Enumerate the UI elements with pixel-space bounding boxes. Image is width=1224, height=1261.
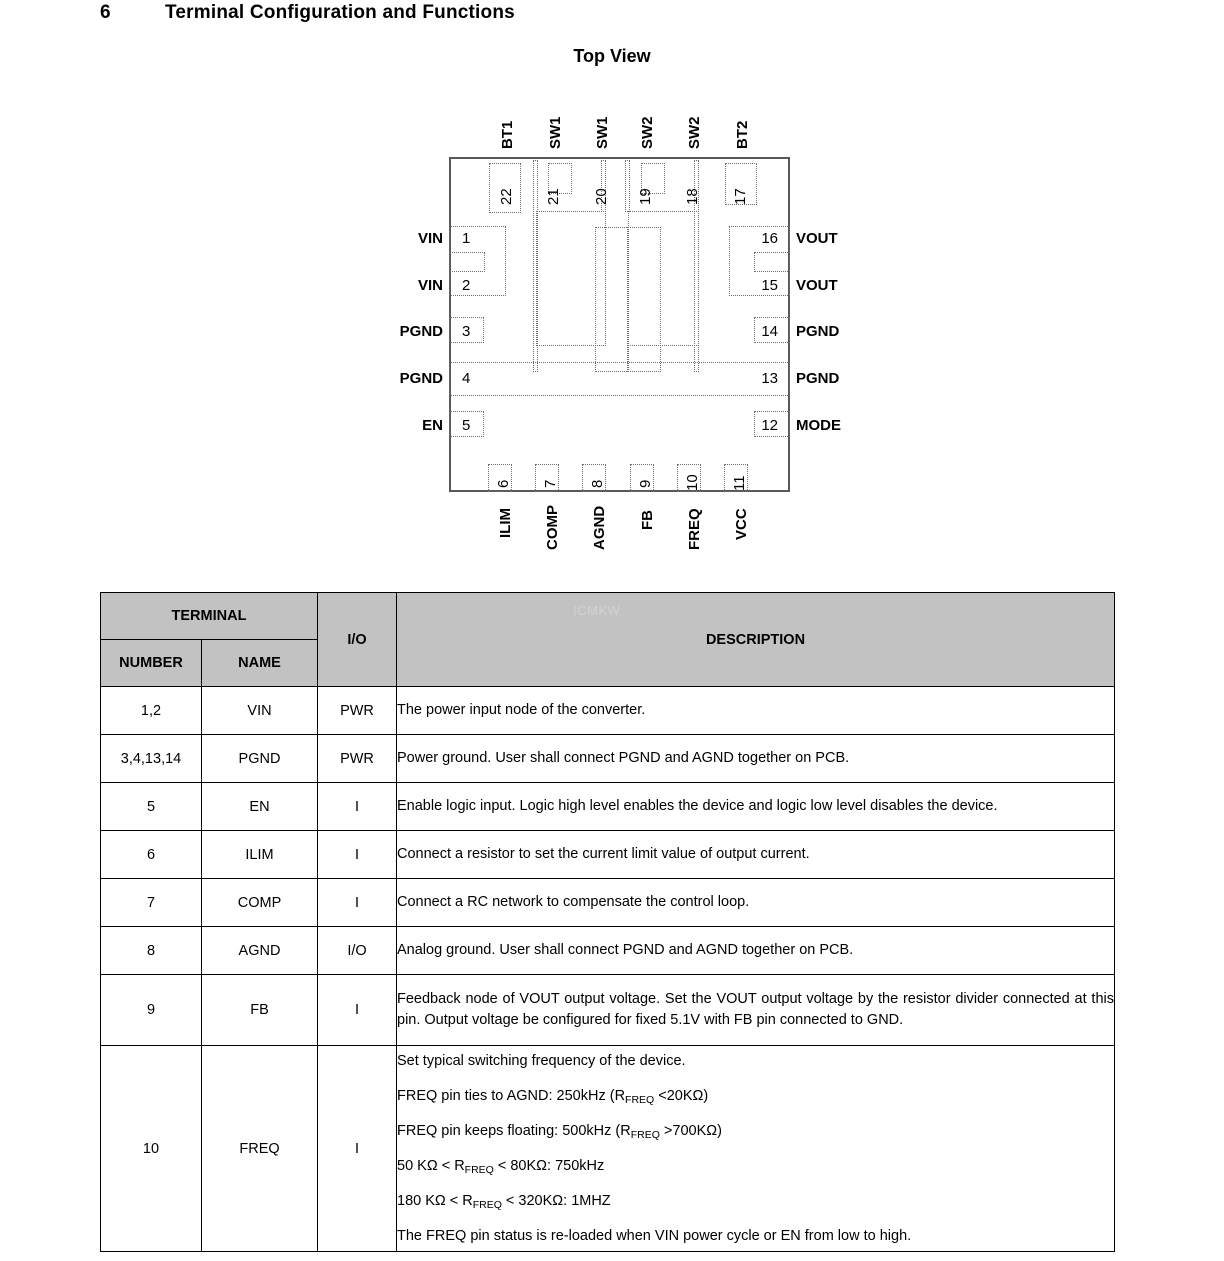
pin-label-agnd: AGND [591,505,608,550]
freq-line-pre: FREQ pin ties to AGND: 250kHz (R [397,1087,626,1104]
freq-line [397,1227,1114,1245]
cell-name: ILIM [202,831,318,879]
pin-label-vcc: VCC [733,508,750,540]
pin-label-vin-1: VIN [417,230,443,247]
cell-name: FB [202,975,318,1046]
top-view-title: Top View [573,46,651,66]
cell-description: Feedback node of VOUT output voltage. Set the VOUT output voltage by the resistor divider connected at this pin. Output voltage be configured for fixed 5.1V with FB pin connected to GND. [397,975,1115,1046]
freq-line-sub: FREQ [464,1164,494,1176]
pin-number-1: 1 [462,230,471,247]
cell-io: I [318,783,397,831]
table-row [101,927,1115,975]
watermark-text: ICMKW [573,603,621,618]
table-body [101,687,1115,1252]
cell-number: 3,4,13,14 [101,735,202,783]
terminal-functions-table [100,592,1115,1252]
pin-label-bt2: BT2 [734,120,751,149]
pin-label-vin-2: VIN [417,277,443,294]
cell-number: 6 [101,831,202,879]
pin-label-ilim: ILIM [497,508,514,538]
cell-number: 9 [101,975,202,1046]
pin-label-comp: COMP [544,505,561,550]
pin-number-9: 9 [637,479,654,488]
cell-name: EN [202,783,318,831]
freq-line [397,1122,1114,1140]
freq-line-pre: FREQ pin keeps floating: 500kHz (R [397,1122,631,1139]
freq-line [397,1192,1114,1210]
freq-line-post: < 320KΩ: 1MHZ [501,1193,611,1210]
freq-line-pre: 50 KΩ < R [397,1158,465,1174]
pin-label-en: EN [422,417,443,434]
pin-number-10: 10 [684,474,701,491]
freq-line-post: >700KΩ) [659,1122,722,1139]
freq-line-sub: FREQ [630,1128,660,1141]
pin-number-21: 21 [545,188,562,205]
pin-number-6: 6 [495,479,512,488]
cell-io: I [318,1046,397,1252]
pad-sw2-leg [627,227,661,372]
cell-description: Analog ground. User shall connect PGND and AGND together on PCB. [397,927,1115,975]
cell-name: FREQ [202,1046,318,1252]
cell-io: PWR [318,687,397,735]
table-row [101,1046,1115,1252]
pin-label-freq: FREQ [686,508,703,550]
cell-name: VIN [202,687,318,735]
pin-number-19: 19 [637,188,654,205]
pin-label-fb: FB [639,510,656,530]
freq-line-sub: FREQ [472,1199,502,1212]
table-row [101,783,1115,831]
section-number: 6 [100,2,111,23]
header-terminal: TERMINAL [101,593,318,640]
pin-number-13: 13 [761,370,778,387]
cell-description: Connect a resistor to set the current limit value of output current. [397,831,1115,879]
freq-line-pre: The FREQ pin status is re-loaded when VIN power cycle or EN from low to high. [397,1228,912,1245]
pin-label-sw1-a: SW1 [547,116,564,149]
pin-number-15: 15 [761,277,778,294]
freq-line-pre: Set typical switching frequency of the device. [397,1052,686,1069]
table-row [101,687,1115,735]
pin-label-sw2-b: SW2 [686,116,703,149]
table-header-row-1 [101,593,1115,640]
pin-number-11: 11 [731,475,748,491]
cell-description: Power ground. User shall connect PGND and AGND together on PCB. [397,735,1115,783]
pin-number-12: 12 [761,417,778,434]
pin-number-3: 3 [462,323,471,340]
table-row [101,975,1115,1046]
pin-number-4: 4 [462,370,471,387]
pin-number-7: 7 [542,479,559,488]
freq-line-post: <20KΩ) [654,1087,709,1104]
pin-label-sw1-b: SW1 [594,116,611,149]
cell-number: 7 [101,879,202,927]
cell-name: AGND [202,927,318,975]
freq-line-sub: FREQ [625,1093,655,1106]
pad-vin-notch [449,252,485,272]
cell-description [397,1046,1115,1252]
pad-sw1-leg [595,227,629,372]
pin-label-pgnd-4: PGND [399,370,443,387]
table-header [101,593,1115,687]
pin-number-22: 22 [498,188,515,205]
header-description [397,593,1115,687]
header-description-label: DESCRIPTION [705,631,806,648]
cell-number: 1,2 [101,687,202,735]
cell-number: 8 [101,927,202,975]
cell-name: COMP [202,879,318,927]
pin-label-vout-15: VOUT [796,277,838,294]
header-number: NUMBER [101,640,202,687]
pin-number-20: 20 [593,188,610,205]
table-row [101,831,1115,879]
pin-number-8: 8 [589,479,606,488]
cell-name: PGND [202,735,318,783]
pin-label-vout-16: VOUT [796,230,838,247]
pin-number-5: 5 [462,417,471,434]
freq-line [397,1087,1114,1105]
cell-description: Enable logic input. Logic high level enables the device and logic low level disables the device. [397,783,1115,831]
freq-line [397,1052,1114,1070]
cell-description: The power input node of the converter. [397,687,1115,735]
freq-line-post: < 80KΩ: 750kHz [493,1158,605,1174]
pad-vout-notch [754,252,790,272]
freq-line-pre: 180 KΩ < R [397,1193,473,1210]
cell-number: 10 [101,1046,202,1252]
cell-io: I [318,975,397,1046]
header-name: NAME [202,640,318,687]
header-io: I/O [318,593,397,687]
cell-io: I/O [318,927,397,975]
cell-description: Connect a RC network to compensate the control loop. [397,879,1115,927]
pin-label-mode: MODE [796,417,841,434]
pin-label-bt1: BT1 [499,120,516,149]
cell-io: I [318,831,397,879]
pin-diagram [0,0,1224,575]
pin-number-17: 17 [732,188,749,205]
pin-number-2: 2 [462,277,471,294]
pin-label-pgnd-3: PGND [399,323,443,340]
pin-label-sw2-a: SW2 [639,116,656,149]
section-title: Terminal Configuration and Functions [165,2,515,23]
pad-sw2-left [625,160,630,212]
table-row [101,879,1115,927]
pin-label-pgnd-13: PGND [796,370,840,387]
cell-io: PWR [318,735,397,783]
freq-line [397,1157,1114,1175]
pin-number-18: 18 [684,188,701,205]
pin-number-14: 14 [761,323,778,340]
cell-io: I [318,879,397,927]
pin-number-16: 16 [761,230,778,247]
table-row [101,735,1115,783]
cell-number: 5 [101,783,202,831]
pin-label-pgnd-14: PGND [796,323,840,340]
